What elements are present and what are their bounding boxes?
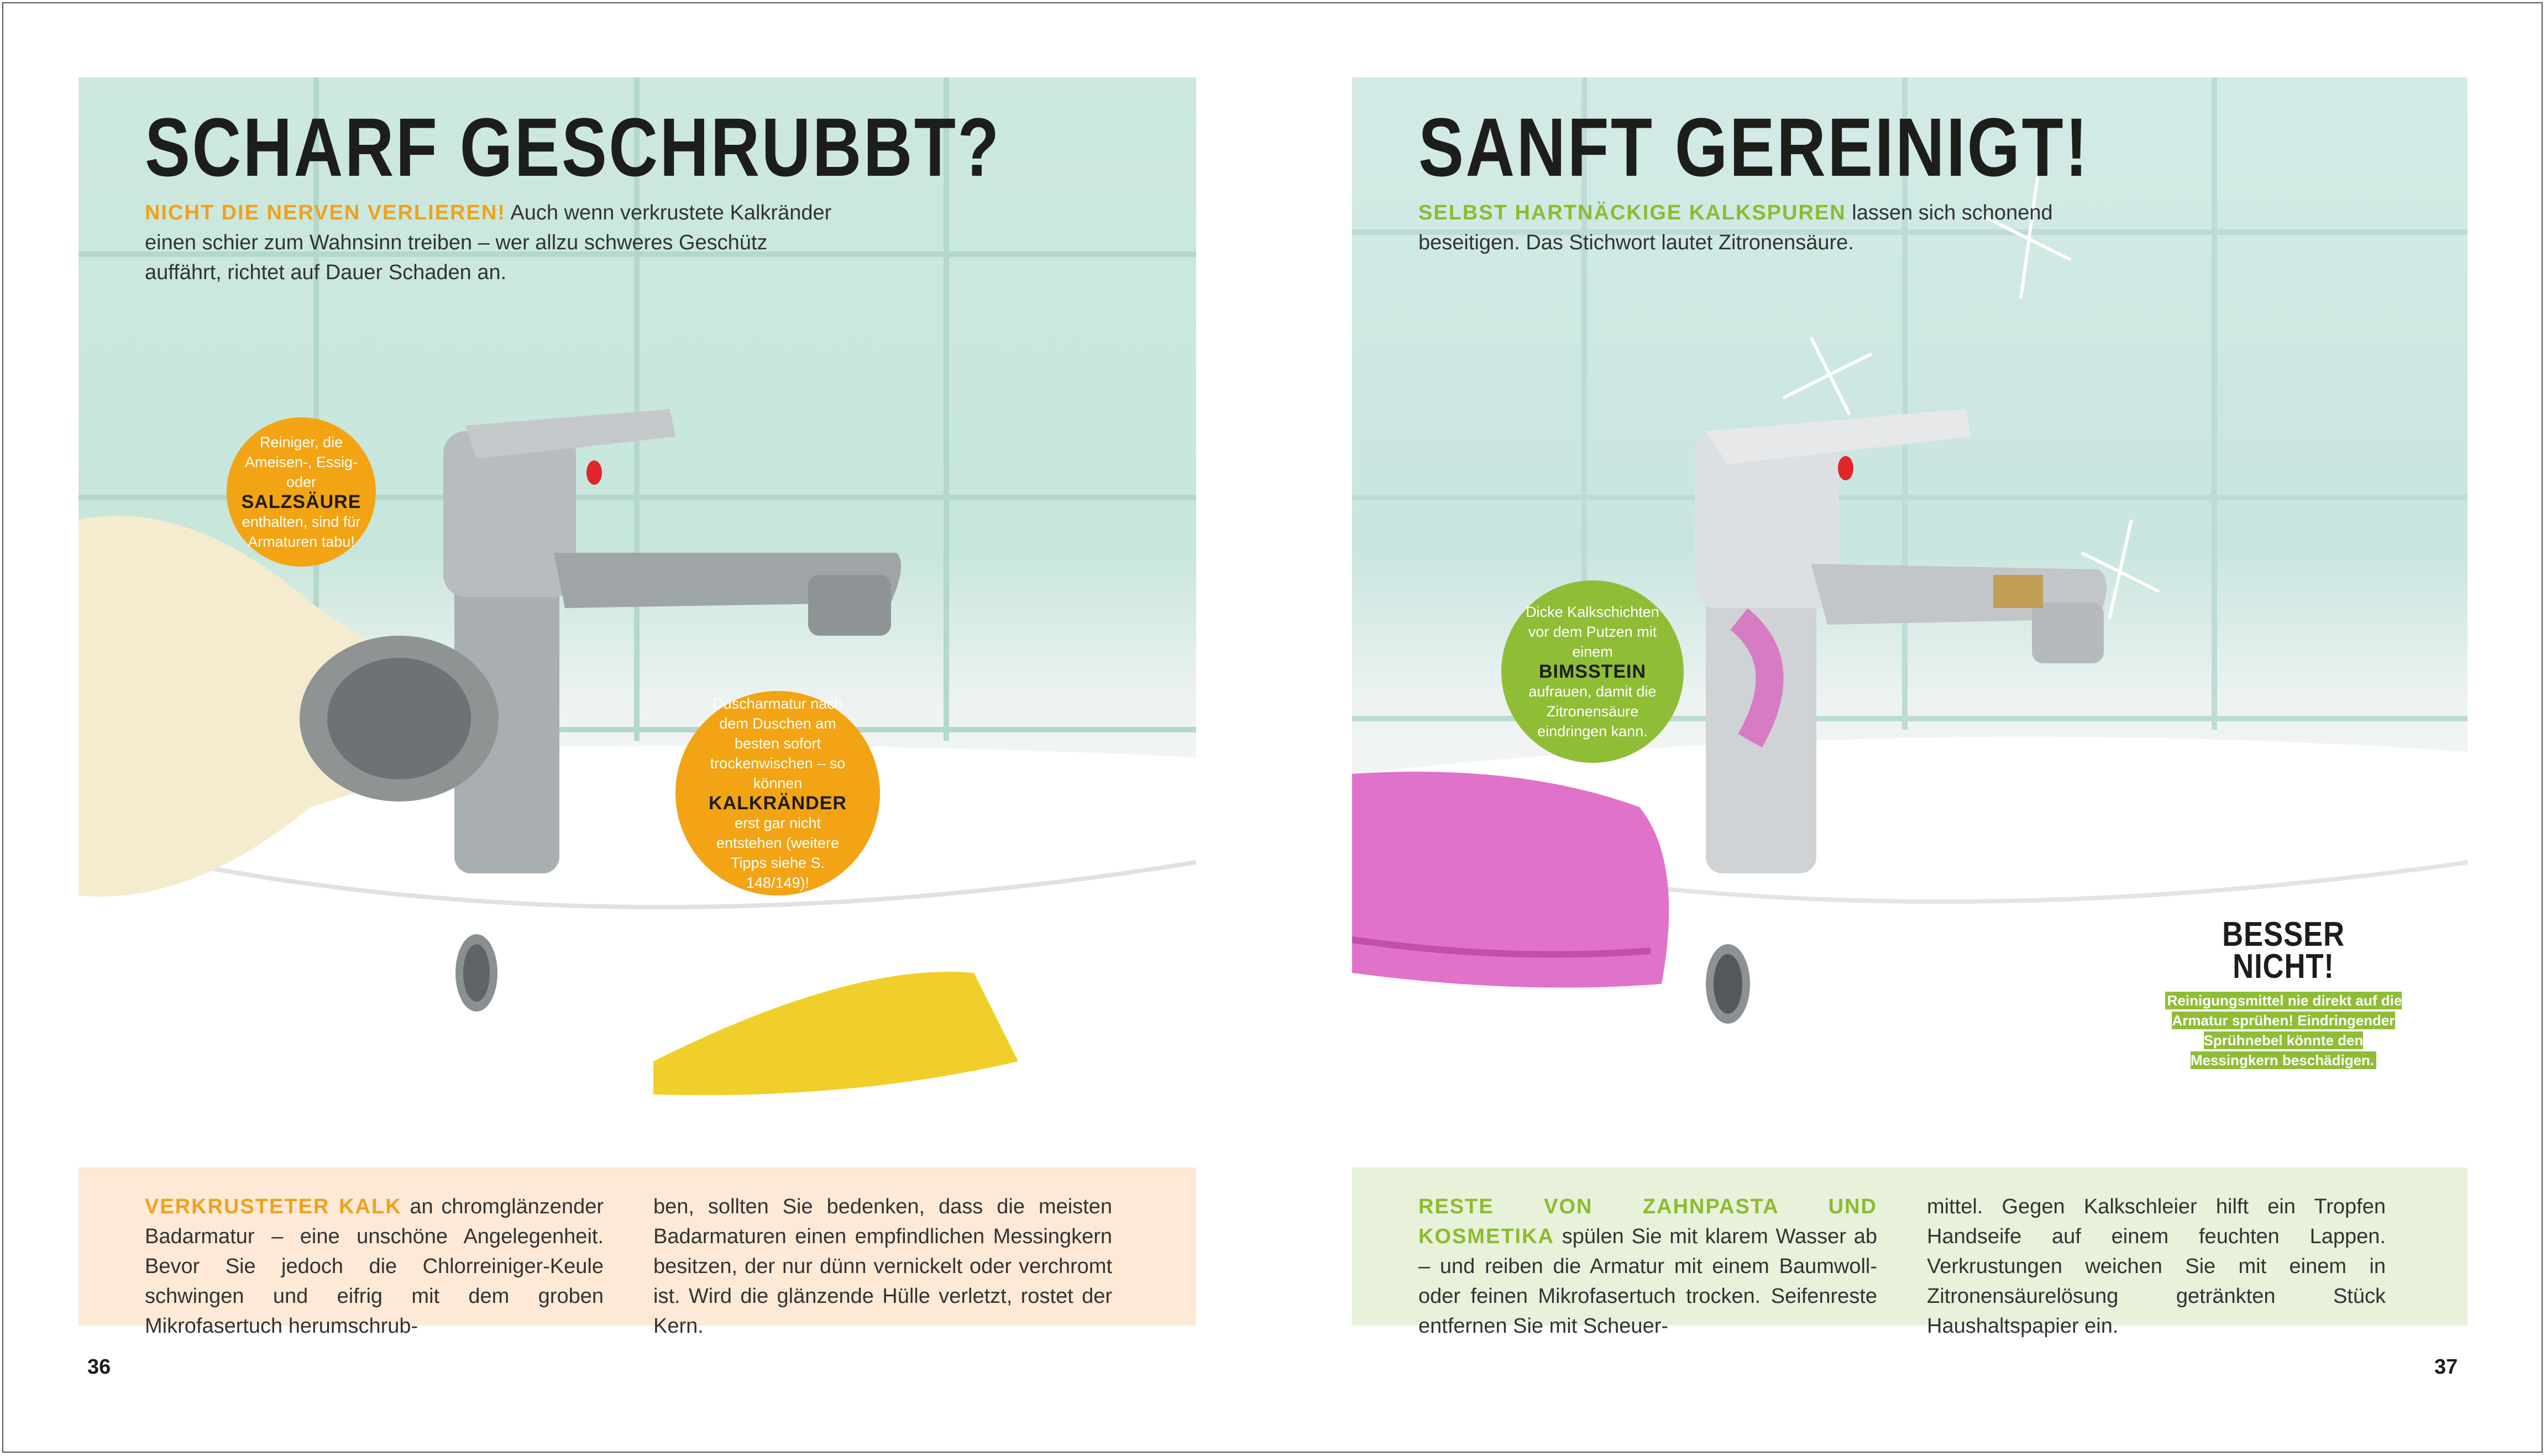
bubble-keyword-salzsaeure: SALZSÄURE [241, 491, 362, 512]
intro-paragraph-right [1418, 198, 2109, 258]
caption-right-column-1: RESTE VON ZAHNPASTA UND KOSMETIKA spülen Sie mit klarem Wasser ab – und reiben die Armatur mit einem Baumwoll- oder feinen Mikrofasertuch trocken. Seifenreste entfernen Sie mit Scheuer- [1418, 1195, 1877, 1338]
caption-keyword-left: VERKRUSTETER KALK [145, 1195, 402, 1218]
tip-bubble-kalkraender [675, 691, 880, 895]
intro-paragraph-left [145, 198, 836, 287]
photo-panel-right [1352, 77, 2468, 1127]
page-number-right: 37 [2434, 1355, 2458, 1379]
bubble-text-before: Duscharmatur nach dem Duschen am besten sofort trockenwischen – so können [710, 695, 846, 792]
bubble-text-before: Dicke Kalkschichten vor dem Putzen mit einem [1526, 604, 1659, 660]
caption-box-right [1352, 1167, 2468, 1338]
headline-sanft-gereinigt: SANFT GEREINIGT! [1418, 101, 2090, 193]
caption-box-left [78, 1167, 1196, 1338]
tip-bubble-bimsstein [1501, 580, 1684, 763]
bubble-text-after: aufrauen, damit die Zitronensäure eindringen kann. [1528, 683, 1657, 740]
intro-keyword-left: NICHT DIE NERVEN VERLIEREN! [145, 201, 506, 224]
bubble-text-after: erst gar nicht entstehen (weitere Tipps siehe S. 148/149)! [716, 815, 840, 891]
tip-bubble-salzsaeure [227, 417, 376, 567]
photo-panel-left [78, 77, 1196, 1127]
caption-left-column-1: VERKRUSTETER KALK an chromglänzender Badarmatur – eine unschöne Angelegenheit. Bevor Sie jedoch die Chlorreiniger-Keule schwingen und eifrig mit dem groben Mikrofasertuch herumschrub- [145, 1195, 604, 1338]
besser-nicht-title [2182, 915, 2385, 986]
bubble-keyword-kalkraender: KALKRÄNDER [709, 793, 847, 814]
caption-keyword-right: RESTE VON ZAHNPASTA UND KOSMETIKA [1418, 1195, 1877, 1248]
caption-left-column-2: ben, sollten Sie bedenken, dass die meisten Badarmaturen einen empfindlichen Messingkern besitzen, der nur dünn vernickelt oder verchromt ist. Wird die glänzende Hülle verletzt, rostet der Kern. [653, 1195, 1112, 1338]
bubble-text-before: Reiniger, die Ameisen-, Essig- oder [244, 434, 358, 490]
page-number-left: 36 [87, 1355, 111, 1379]
caption-right-column-2: mittel. Gegen Kalkschleier hilft ein Tropfen Handseife auf einem feuchten Lappen. Verkrustungen weichen Sie mit einem in Zitronensäurelösung getränkten Stück Haushaltspapier ein. [1927, 1195, 2386, 1338]
besser-nicht-text: Reinigungsmittel nie direkt auf die Armatur sprühen! Eindringender Sprühnebel könnte den Messingkern beschädigen. [2165, 991, 2402, 1070]
intro-keyword-right: SELBST HARTNÄCKIGE KALKSPUREN [1418, 201, 1846, 224]
bubble-keyword-bimsstein: BIMSSTEIN [1538, 661, 1647, 682]
intro-text-left: Auch wenn verkrustete Kalkränder einen schier zum Wahnsinn treiben – wer allzu schweres Geschütz auffährt, richtet auf Dauer Schaden an. [145, 201, 832, 284]
besser-nicht-box [2165, 915, 2402, 1070]
headline-scharf-geschrubbt: SCHARF GESCHRUBBT? [145, 101, 1001, 193]
intro-text-right: lassen sich schonend beseitigen. Das Stichwort lautet Zitronensäure. [1418, 201, 2053, 254]
besser-title-line1: BESSER [2222, 915, 2345, 954]
bubble-text-after: enthalten, sind für Armaturen tabu! [242, 514, 361, 550]
besser-title-line2: NICHT! [2233, 947, 2334, 986]
